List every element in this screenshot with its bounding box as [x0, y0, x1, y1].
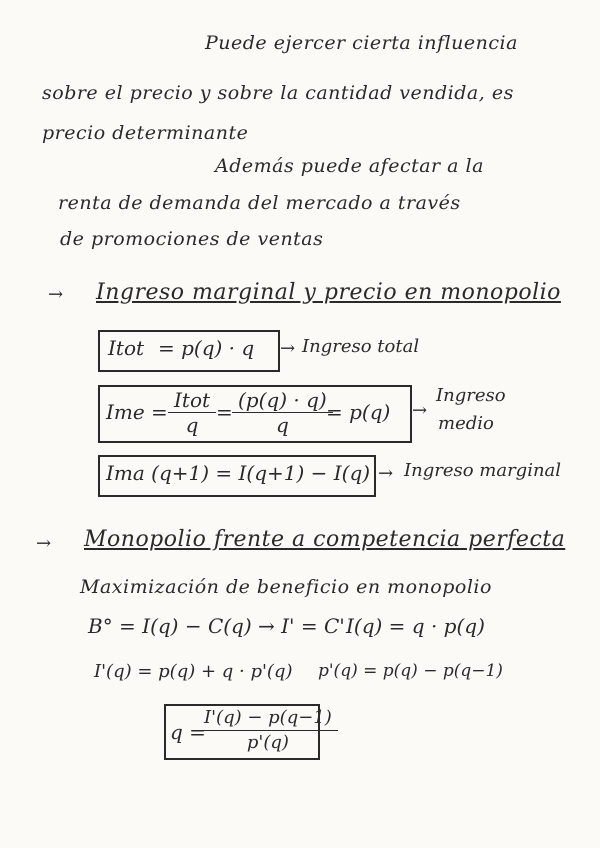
- eq3-arrow-icon: →: [378, 463, 394, 484]
- eq2-frac2-denominator: q: [275, 413, 289, 437]
- section2-subheading: Maximización de beneficio en monopolio: [80, 576, 492, 598]
- eq5-right: p'(q) = p(q) − p(q−1): [318, 661, 503, 681]
- bullet-arrow-icon-2: →: [36, 533, 52, 554]
- eq2-equals: =: [216, 400, 233, 424]
- eq6-numerator: I'(q) − p(q−1): [198, 706, 338, 731]
- eq1-rhs: = p(q) · q: [158, 336, 255, 360]
- paragraph1-line2: sobre el precio y sobre la cantidad vendida, es: [42, 82, 514, 104]
- eq5-left: I'(q) = p(q) + q · p'(q): [94, 661, 293, 682]
- eq2-arrow-icon: →: [412, 400, 428, 421]
- eq2-label-line2: medio: [438, 413, 494, 434]
- paragraph2-line1: Además puede afectar a la: [215, 155, 484, 177]
- eq1-lhs: Itot: [108, 336, 145, 360]
- eq2-frac1-numerator: Itot: [168, 388, 216, 413]
- eq2-fraction2: [232, 388, 333, 437]
- section1-heading: Ingreso marginal y precio en monopolio: [96, 280, 561, 305]
- eq2-lhs: Ime =: [106, 400, 168, 424]
- bullet-arrow-icon: →: [48, 284, 64, 305]
- section2-heading: Monopolio frente a competencia perfecta: [84, 527, 566, 552]
- eq6-denominator: p'(q): [246, 732, 289, 753]
- eq2-fraction1: [168, 388, 216, 437]
- eq1-label: Ingreso total: [302, 336, 420, 357]
- eq2-label-line1: Ingreso: [436, 385, 506, 406]
- paragraph2-line3: de promociones de ventas: [60, 228, 324, 250]
- eq6-lhs: q =: [170, 720, 206, 744]
- eq4-right: I(q) = q · p(q): [346, 614, 485, 638]
- paragraph1-line1: Puede ejercer cierta influencia: [205, 32, 518, 54]
- eq3-lhs: Ima (q+1) = I(q+1) − I(q): [106, 461, 371, 485]
- eq1-arrow-icon: →: [280, 338, 296, 359]
- paragraph1-line3: precio determinante: [42, 122, 249, 144]
- eq2-frac2-numerator: (p(q) · q): [232, 388, 333, 413]
- eq6-fraction: [198, 706, 338, 755]
- eq3-label: Ingreso marginal: [404, 460, 562, 481]
- paragraph2-line2: renta de demanda del mercado a través: [58, 192, 461, 214]
- eq4-left: B° = I(q) − C(q) → I' = C': [88, 614, 345, 638]
- eq2-frac1-denominator: q: [185, 413, 199, 437]
- eq2-rhs: = p(q): [326, 400, 391, 424]
